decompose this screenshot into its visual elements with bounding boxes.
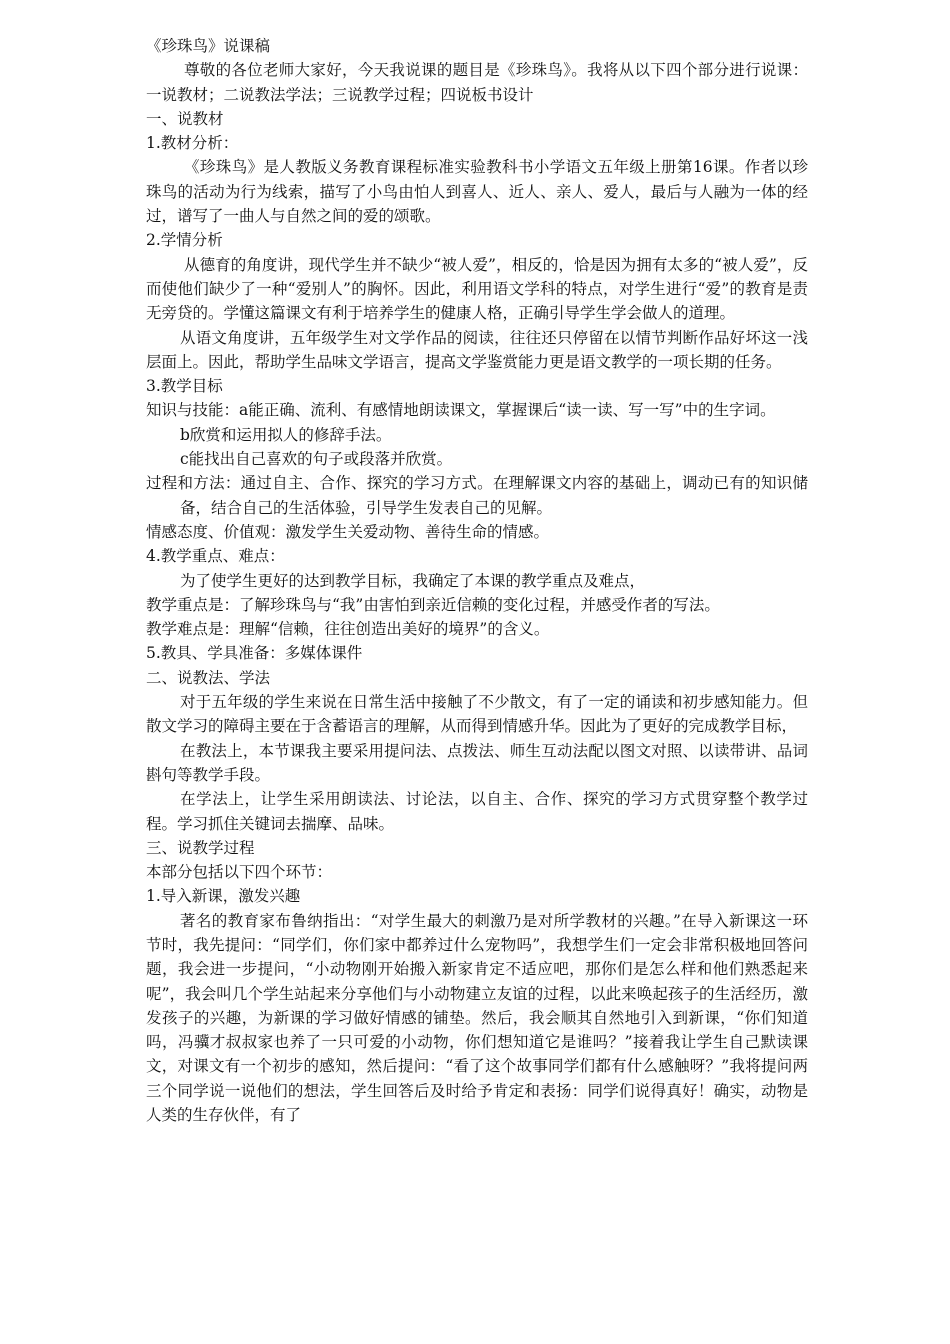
intro-paragraph: 尊敬的各位老师大家好，今天我说课的题目是《珍珠鸟》。我将从以下四个部分进行说课：一说教材；二说教法学法；三说教学过程；四说板书设计 <box>146 61 808 104</box>
goal-item-b: b欣赏和运用拟人的修辞手法。 <box>180 425 392 444</box>
subheading-textbook-analysis: 1.教材分析： <box>146 134 239 153</box>
key-points-intro: 为了使学生更好的达到教学目标，我确定了本课的教学重点及难点， <box>180 571 646 590</box>
subheading-teaching-goals: 3.教学目标 <box>146 377 223 396</box>
paragraph-teaching-methods: 在教法上，本节课我主要采用提问法、点拨法、师生互动法配以图文对照、以读带讲、品词斟句等教学手段。 <box>146 741 808 784</box>
paragraph-moral-education: 从德育的角度讲，现代学生并不缺少“被人爱”，相反的，恰是因为拥有太多的“被人爱”，反而使他们缺少了一种“爱别人”的胸怀。因此，利用语文学科的特点，对学生进行“爱”的教育是责无旁贷的。学懂这篇课文有利于培养学生的健康人格，正确引导学生学会做人的道理。 <box>146 255 808 323</box>
document-page <box>146 34 808 1127</box>
paragraph-methods-intro: 对于五年级的学生来说在日常生活中接触了不少散文，有了一定的诵读和初步感知能力。但散文学习的障碍主要在于含蓄语言的理解，从而得到情感升华。因此为了更好的完成教学目标， <box>146 693 808 736</box>
goal-knowledge-skills: 知识与技能：a能正确、流利、有感情地朗读课文，掌握课后“读一读、写一写”中的生字词。 <box>146 401 776 420</box>
doc-title: 《珍珠鸟》说课稿 <box>146 37 271 55</box>
paragraph-introduce-lesson: 著名的教育家布鲁纳指出：“对学生最大的刺激乃是对所学教材的兴趣。”在导入新课这一环节时，我先提问：“同学们，你们家中都养过什么宠物吗”，我想学生们一定会非常积极地回答问题，我会进一步提问，“小动物刚开始搬入新家肯定不适应吧，那你们是怎么样和他们熟悉起来呢”，我会叫几个学生站起来分享他们与小动物建立友谊的过程，以此来唤起孩子的生活经历，激发孩子的兴趣，为新课的学习做好情感的铺垫。然后，我会顺其自然地引入到新课，“你们知道吗，冯骥才叔叔家也养了一只可爱的小动物，你们想知道它是谁吗？”接着我让学生自己默读课文，对课文有一个初步的感知，然后提问：“看了这个故事同学们都有什么感触呀？”我将提问两三个同学说一说他们的想法，学生回答后及时给予肯定和表扬：同学们说得真好！确实，动物是人类的生存伙伴，有了 <box>146 911 808 1125</box>
subheading-teaching-aids: 5.教具、学具准备：多媒体课件 <box>146 644 363 663</box>
difficult-point-text: 教学难点是：理解“信赖，往往创造出美好的境界”的含义。 <box>146 620 550 639</box>
key-point-text: 教学重点是：了解珍珠鸟与“我”由害怕到亲近信赖的变化过程，并感受作者的写法。 <box>146 595 720 614</box>
subheading-student-analysis: 2.学情分析 <box>146 231 223 250</box>
paragraph-learning-methods: 在学法上，让学生采用朗读法、讨论法，以自主、合作、探究的学习方式贯穿整个教学过程。学习抓住关键词去揣摩、品味。 <box>146 790 808 833</box>
goal-item-c: c能找出自己喜欢的句子或段落并欣赏。 <box>180 450 453 469</box>
process-intro: 本部分包括以下四个环节： <box>146 863 333 882</box>
section-heading-2: 二、说教法、学法 <box>146 668 271 687</box>
paragraph-language-perspective: 从语文角度讲，五年级学生对文学作品的阅读，往往还只停留在以情节判断作品好坏这一浅层面上。因此，帮助学生品味文学语言，提高文学鉴赏能力更是语文教学的一项长期的任务。 <box>146 328 808 371</box>
subheading-introduce-lesson: 1.导入新课，激发兴趣 <box>146 887 301 906</box>
paragraph-textbook-analysis: 《珍珠鸟》是人教版义务教育课程标准实验教科书小学语文五年级上册第16课。作者以珍珠鸟的活动为行为线索，描写了小鸟由怕人到喜人、近人、亲人、爱人，最后与人融为一体的经过，谱写了一曲人与自然之间的爱的颂歌。 <box>146 158 808 226</box>
goal-process-methods: 过程和方法：通过自主、合作、探究的学习方式。在理解课文内容的基础上，调动已有的知识储备，结合自己的生活体验，引导学生发表自己的见解。 <box>146 474 808 517</box>
subheading-key-difficult-points: 4.教学重点、难点： <box>146 547 285 566</box>
section-heading-1: 一、说教材 <box>146 109 224 128</box>
goal-emotion-values: 情感态度、价值观：激发学生关爱动物、善待生命的情感。 <box>146 522 550 541</box>
section-heading-3: 三、说教学过程 <box>146 838 255 857</box>
